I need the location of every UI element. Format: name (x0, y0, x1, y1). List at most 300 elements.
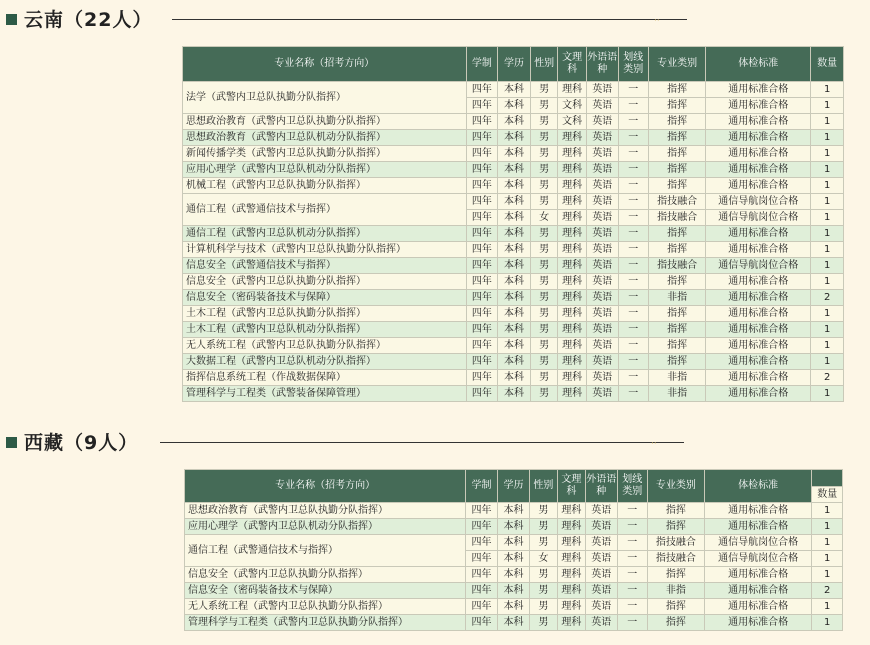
subject-cell: 理科 (558, 258, 587, 274)
subject-cell: 理科 (558, 130, 587, 146)
category-cell: 非指 (649, 370, 706, 386)
category-cell: 非指 (647, 583, 704, 599)
col-header-degree: 学历 (498, 47, 531, 82)
quantity-cell: 1 (811, 194, 844, 210)
health-cell: 通信导航岗位合格 (704, 551, 812, 567)
quantity-cell: 1 (811, 146, 844, 162)
col-header-duration: 学制 (466, 470, 497, 503)
degree-cell: 本科 (498, 274, 531, 290)
col-header-language: 外语语种 (586, 470, 617, 503)
language-cell: 英语 (586, 615, 617, 631)
quantity-cell: 1 (812, 551, 843, 567)
health-cell: 通用标准合格 (704, 615, 812, 631)
language-cell: 英语 (586, 178, 618, 194)
duration-cell: 四年 (466, 98, 498, 114)
table-row (183, 274, 844, 290)
duration-cell: 四年 (466, 535, 497, 551)
gender-cell: 男 (530, 370, 558, 386)
quantity-cell: 1 (811, 82, 844, 98)
duration-cell: 四年 (466, 551, 497, 567)
duration-cell: 四年 (466, 567, 497, 583)
table-row (183, 306, 844, 322)
category-cell: 指挥 (647, 503, 704, 519)
major-name-cell: 信息安全（武警内卫总队执勤分队指挥） (185, 567, 466, 583)
quantity-cell: 1 (811, 98, 844, 114)
subject-cell: 理科 (558, 338, 587, 354)
col-header-degree: 学历 (497, 470, 529, 503)
category-cell: 指挥 (649, 82, 706, 98)
category-cell: 指挥 (649, 178, 706, 194)
ornament-icon: ·· (651, 439, 657, 449)
quantity-cell: 1 (811, 386, 844, 402)
degree-cell: 本科 (498, 354, 531, 370)
quantity-cell: 2 (811, 370, 844, 386)
col-header-major: 专业名称（招考方向） (183, 47, 467, 82)
major-name-cell: 计算机科学与技术（武警内卫总队执勤分队指挥） (183, 242, 467, 258)
degree-cell: 本科 (497, 519, 529, 535)
language-cell: 英语 (586, 114, 618, 130)
subject-cell: 理科 (558, 386, 587, 402)
table-row (185, 519, 843, 535)
gender-cell: 男 (530, 82, 558, 98)
duration-cell: 四年 (466, 322, 498, 338)
cutoff-cell: 一 (618, 194, 649, 210)
table-row (185, 503, 843, 519)
duration-cell: 四年 (466, 503, 497, 519)
language-cell: 英语 (586, 130, 618, 146)
degree-cell: 本科 (498, 290, 531, 306)
subject-cell: 理科 (557, 519, 585, 535)
gender-cell: 男 (530, 386, 558, 402)
language-cell: 英语 (586, 322, 618, 338)
duration-cell: 四年 (466, 146, 498, 162)
gender-cell: 男 (530, 615, 557, 631)
gender-cell: 男 (530, 519, 557, 535)
health-cell: 通用标准合格 (704, 519, 812, 535)
major-name-cell: 应用心理学（武警内卫总队机动分队指挥） (185, 519, 466, 535)
degree-cell: 本科 (498, 338, 531, 354)
col-header-gender: 性别 (530, 470, 557, 503)
major-name-cell: 指挥信息系统工程（作战数据保障） (183, 370, 467, 386)
category-cell: 指技融合 (649, 258, 706, 274)
category-cell: 指挥 (649, 130, 706, 146)
table-row (183, 338, 844, 354)
health-cell: 通用标准合格 (706, 114, 811, 130)
quantity-cell: 1 (811, 274, 844, 290)
language-cell: 英语 (586, 567, 617, 583)
table-row (185, 599, 843, 615)
health-cell: 通用标准合格 (706, 274, 811, 290)
subject-cell: 理科 (558, 354, 587, 370)
table-row (183, 386, 844, 402)
language-cell: 英语 (586, 519, 617, 535)
major-name-cell: 通信工程（武警内卫总队机动分队指挥） (183, 226, 467, 242)
category-cell: 指技融合 (647, 551, 704, 567)
language-cell: 英语 (586, 306, 618, 322)
gender-cell: 男 (530, 114, 558, 130)
gender-cell: 女 (530, 210, 558, 226)
language-cell: 英语 (586, 82, 618, 98)
degree-cell: 本科 (497, 567, 529, 583)
quantity-cell: 1 (811, 306, 844, 322)
health-cell: 通用标准合格 (706, 98, 811, 114)
degree-cell: 本科 (498, 98, 531, 114)
gender-cell: 男 (530, 162, 558, 178)
col-header-quantity: 数量 (811, 47, 844, 82)
quantity-cell: 1 (811, 130, 844, 146)
col-header-subject: 文理科 (558, 47, 587, 82)
degree-cell: 本科 (497, 551, 529, 567)
section-marker-icon (6, 437, 17, 448)
col-header-category: 专业类别 (649, 47, 706, 82)
col-header-health: 体检标准 (704, 470, 812, 503)
cutoff-cell: 一 (617, 567, 647, 583)
gender-cell: 男 (530, 290, 558, 306)
table-row (185, 583, 843, 599)
cutoff-cell: 一 (617, 615, 647, 631)
table-row (183, 322, 844, 338)
subject-cell: 理科 (558, 306, 587, 322)
quantity-cell: 1 (811, 210, 844, 226)
gender-cell: 男 (530, 274, 558, 290)
quantity-cell: 1 (811, 114, 844, 130)
col-header-gender: 性别 (530, 47, 558, 82)
cutoff-cell: 一 (618, 386, 649, 402)
cutoff-cell: 一 (618, 146, 649, 162)
cutoff-cell: 一 (618, 82, 649, 98)
ornament-icon: ·· (654, 16, 660, 26)
table-row (183, 258, 844, 274)
subject-cell: 理科 (557, 615, 585, 631)
quantity-cell: 1 (812, 567, 843, 583)
table-row (183, 242, 844, 258)
subject-cell: 理科 (558, 226, 587, 242)
cutoff-cell: 一 (618, 210, 649, 226)
gender-cell: 男 (530, 583, 557, 599)
major-name-cell: 新闻传播学类（武警内卫总队执勤分队指挥） (183, 146, 467, 162)
col-header-subject: 文理科 (557, 470, 585, 503)
duration-cell: 四年 (466, 162, 498, 178)
major-name-cell: 信息安全（密码装备技术与保障） (185, 583, 466, 599)
category-cell: 指挥 (649, 322, 706, 338)
major-name-cell: 应用心理学（武警内卫总队机动分队指挥） (183, 162, 467, 178)
duration-cell: 四年 (466, 306, 498, 322)
duration-cell: 四年 (466, 290, 498, 306)
col-header-duration: 学制 (466, 47, 498, 82)
table-row (185, 535, 843, 551)
degree-cell: 本科 (498, 146, 531, 162)
section-header-xizang (0, 425, 870, 459)
duration-cell: 四年 (466, 370, 498, 386)
subject-cell: 理科 (558, 162, 587, 178)
major-name-cell: 信息安全（武警内卫总队执勤分队指挥） (183, 274, 467, 290)
subject-cell: 理科 (558, 274, 587, 290)
language-cell: 英语 (586, 162, 618, 178)
duration-cell: 四年 (466, 519, 497, 535)
quantity-cell: 1 (811, 322, 844, 338)
subject-cell: 文科 (558, 114, 587, 130)
subject-cell: 理科 (557, 599, 585, 615)
category-cell: 指挥 (649, 242, 706, 258)
language-cell: 英语 (586, 194, 618, 210)
degree-cell: 本科 (498, 130, 531, 146)
duration-cell: 四年 (466, 338, 498, 354)
table-row (183, 146, 844, 162)
quantity-cell: 1 (811, 178, 844, 194)
major-name-cell: 通信工程（武警通信技术与指挥） (185, 535, 466, 567)
gender-cell: 男 (530, 567, 557, 583)
degree-cell: 本科 (497, 599, 529, 615)
category-cell: 指挥 (647, 599, 704, 615)
health-cell: 通信导航岗位合格 (706, 210, 811, 226)
col-header-cutoff: 划线类别 (617, 470, 647, 503)
degree-cell: 本科 (497, 535, 529, 551)
gender-cell: 男 (530, 194, 558, 210)
major-name-cell: 管理科学与工程类（武警装备保障管理） (183, 386, 467, 402)
major-name-cell: 无人系统工程（武警内卫总队执勤分队指挥） (183, 338, 467, 354)
degree-cell: 本科 (498, 162, 531, 178)
quantity-cell: 1 (812, 519, 843, 535)
subject-cell: 理科 (558, 290, 587, 306)
col-header-cutoff: 划线类别 (618, 47, 649, 82)
gender-cell: 男 (530, 322, 558, 338)
table-row (183, 82, 844, 98)
gender-cell: 男 (530, 338, 558, 354)
gender-cell: 男 (530, 535, 557, 551)
major-name-cell: 思想政治教育（武警内卫总队机动分队指挥） (183, 130, 467, 146)
cutoff-cell: 一 (618, 306, 649, 322)
cutoff-cell: 一 (618, 242, 649, 258)
degree-cell: 本科 (498, 370, 531, 386)
cutoff-cell: 一 (617, 583, 647, 599)
cutoff-cell: 一 (618, 162, 649, 178)
degree-cell: 本科 (497, 503, 529, 519)
health-cell: 通用标准合格 (706, 322, 811, 338)
quantity-cell: 2 (812, 583, 843, 599)
degree-cell: 本科 (498, 226, 531, 242)
category-cell: 指挥 (649, 354, 706, 370)
category-cell: 指技融合 (647, 535, 704, 551)
major-name-cell: 土木工程（武警内卫总队机动分队指挥） (183, 322, 467, 338)
table-row (183, 290, 844, 306)
category-cell: 指挥 (649, 146, 706, 162)
quantity-cell: 1 (812, 599, 843, 615)
degree-cell: 本科 (498, 178, 531, 194)
health-cell: 通用标准合格 (704, 567, 812, 583)
duration-cell: 四年 (466, 354, 498, 370)
cutoff-cell: 一 (617, 535, 647, 551)
health-cell: 通信导航岗位合格 (704, 535, 812, 551)
language-cell: 英语 (586, 290, 618, 306)
gender-cell: 女 (530, 551, 557, 567)
major-name-cell: 法学（武警内卫总队执勤分队指挥） (183, 82, 467, 114)
major-name-cell: 机械工程（武警内卫总队执勤分队指挥） (183, 178, 467, 194)
gender-cell: 男 (530, 599, 557, 615)
quantity-cell: 1 (811, 258, 844, 274)
health-cell: 通信导航岗位合格 (706, 258, 811, 274)
table-row (183, 162, 844, 178)
duration-cell: 四年 (466, 130, 498, 146)
gender-cell: 男 (530, 98, 558, 114)
section-title: 西藏（9人） (24, 432, 139, 454)
divider (160, 442, 684, 443)
language-cell: 英语 (586, 338, 618, 354)
degree-cell: 本科 (497, 615, 529, 631)
col-header-language: 外语语种 (586, 47, 618, 82)
duration-cell: 四年 (466, 599, 497, 615)
category-cell: 指挥 (649, 114, 706, 130)
language-cell: 英语 (586, 146, 618, 162)
duration-cell: 四年 (466, 615, 497, 631)
subject-cell: 理科 (557, 535, 585, 551)
duration-cell: 四年 (466, 114, 498, 130)
duration-cell: 四年 (466, 178, 498, 194)
subject-cell: 理科 (558, 146, 587, 162)
health-cell: 通用标准合格 (706, 162, 811, 178)
table-row (185, 615, 843, 631)
quantity-cell: 1 (811, 354, 844, 370)
health-cell: 通用标准合格 (704, 599, 812, 615)
quantity-cell: 1 (812, 503, 843, 519)
language-cell: 英语 (586, 551, 617, 567)
duration-cell: 四年 (466, 82, 498, 98)
col-header-quantity (812, 470, 843, 503)
table-row (183, 370, 844, 386)
cutoff-cell: 一 (618, 98, 649, 114)
category-cell: 指技融合 (649, 194, 706, 210)
degree-cell: 本科 (497, 583, 529, 599)
col-header-health: 体检标准 (706, 47, 811, 82)
degree-cell: 本科 (498, 114, 531, 130)
quantity-cell: 1 (812, 615, 843, 631)
health-cell: 通用标准合格 (706, 290, 811, 306)
quantity-cell: 1 (811, 242, 844, 258)
divider (172, 19, 687, 20)
col-header-category: 专业类别 (647, 470, 704, 503)
language-cell: 英语 (586, 503, 617, 519)
table-row (183, 130, 844, 146)
degree-cell: 本科 (498, 194, 531, 210)
cutoff-cell: 一 (618, 290, 649, 306)
health-cell: 通用标准合格 (706, 306, 811, 322)
category-cell: 非指 (649, 290, 706, 306)
cutoff-cell: 一 (618, 178, 649, 194)
degree-cell: 本科 (498, 386, 531, 402)
subject-cell: 理科 (558, 210, 587, 226)
category-cell: 指挥 (649, 306, 706, 322)
cutoff-cell: 一 (618, 130, 649, 146)
duration-cell: 四年 (466, 386, 498, 402)
major-name-cell: 土木工程（武警内卫总队执勤分队指挥） (183, 306, 467, 322)
subject-cell: 理科 (558, 178, 587, 194)
language-cell: 英语 (586, 226, 618, 242)
language-cell: 英语 (586, 242, 618, 258)
subject-cell: 理科 (558, 322, 587, 338)
section-title: 云南（22人） (24, 9, 153, 31)
enrollment-table-xizang (184, 469, 843, 631)
category-cell: 指挥 (649, 338, 706, 354)
major-name-cell: 大数据工程（武警内卫总队机动分队指挥） (183, 354, 467, 370)
cutoff-cell: 一 (618, 338, 649, 354)
category-cell: 指挥 (649, 162, 706, 178)
quantity-cell: 1 (811, 226, 844, 242)
major-name-cell: 信息安全（武警通信技术与指挥） (183, 258, 467, 274)
gender-cell: 男 (530, 146, 558, 162)
health-cell: 通信导航岗位合格 (706, 194, 811, 210)
table-row (183, 226, 844, 242)
header-quantity-label: 数量 (812, 487, 842, 502)
cutoff-cell: 一 (618, 226, 649, 242)
gender-cell: 男 (530, 178, 558, 194)
language-cell: 英语 (586, 583, 617, 599)
subject-cell: 理科 (557, 551, 585, 567)
language-cell: 英语 (586, 370, 618, 386)
table-row (183, 114, 844, 130)
health-cell: 通用标准合格 (706, 338, 811, 354)
quantity-cell: 1 (812, 535, 843, 551)
duration-cell: 四年 (466, 242, 498, 258)
quantity-cell: 2 (811, 290, 844, 306)
cutoff-cell: 一 (617, 503, 647, 519)
category-cell: 指挥 (647, 519, 704, 535)
language-cell: 英语 (586, 98, 618, 114)
header-quantity-top (812, 470, 842, 487)
health-cell: 通用标准合格 (704, 583, 812, 599)
cutoff-cell: 一 (618, 258, 649, 274)
table-row (183, 178, 844, 194)
cutoff-cell: 一 (618, 274, 649, 290)
duration-cell: 四年 (466, 194, 498, 210)
cutoff-cell: 一 (617, 599, 647, 615)
table-row (183, 194, 844, 210)
language-cell: 英语 (586, 210, 618, 226)
degree-cell: 本科 (498, 82, 531, 98)
category-cell: 指挥 (649, 274, 706, 290)
degree-cell: 本科 (498, 306, 531, 322)
duration-cell: 四年 (466, 583, 497, 599)
major-name-cell: 通信工程（武警通信技术与指挥） (183, 194, 467, 226)
degree-cell: 本科 (498, 210, 531, 226)
category-cell: 指挥 (647, 567, 704, 583)
language-cell: 英语 (586, 258, 618, 274)
degree-cell: 本科 (498, 322, 531, 338)
category-cell: 指技融合 (649, 210, 706, 226)
language-cell: 英语 (586, 535, 617, 551)
language-cell: 英语 (586, 386, 618, 402)
section-marker-icon (6, 14, 17, 25)
category-cell: 指挥 (649, 226, 706, 242)
major-name-cell: 信息安全（密码装备技术与保障） (183, 290, 467, 306)
degree-cell: 本科 (498, 258, 531, 274)
cutoff-cell: 一 (618, 370, 649, 386)
health-cell: 通用标准合格 (706, 242, 811, 258)
health-cell: 通用标准合格 (706, 226, 811, 242)
cutoff-cell: 一 (618, 114, 649, 130)
health-cell: 通用标准合格 (706, 178, 811, 194)
cutoff-cell: 一 (617, 551, 647, 567)
subject-cell: 理科 (558, 82, 587, 98)
duration-cell: 四年 (466, 274, 498, 290)
major-name-cell: 思想政治教育（武警内卫总队执勤分队指挥） (183, 114, 467, 130)
health-cell: 通用标准合格 (706, 82, 811, 98)
subject-cell: 文科 (558, 98, 587, 114)
gender-cell: 男 (530, 503, 557, 519)
degree-cell: 本科 (498, 242, 531, 258)
subject-cell: 理科 (557, 583, 585, 599)
cutoff-cell: 一 (617, 519, 647, 535)
duration-cell: 四年 (466, 226, 498, 242)
health-cell: 通用标准合格 (704, 503, 812, 519)
